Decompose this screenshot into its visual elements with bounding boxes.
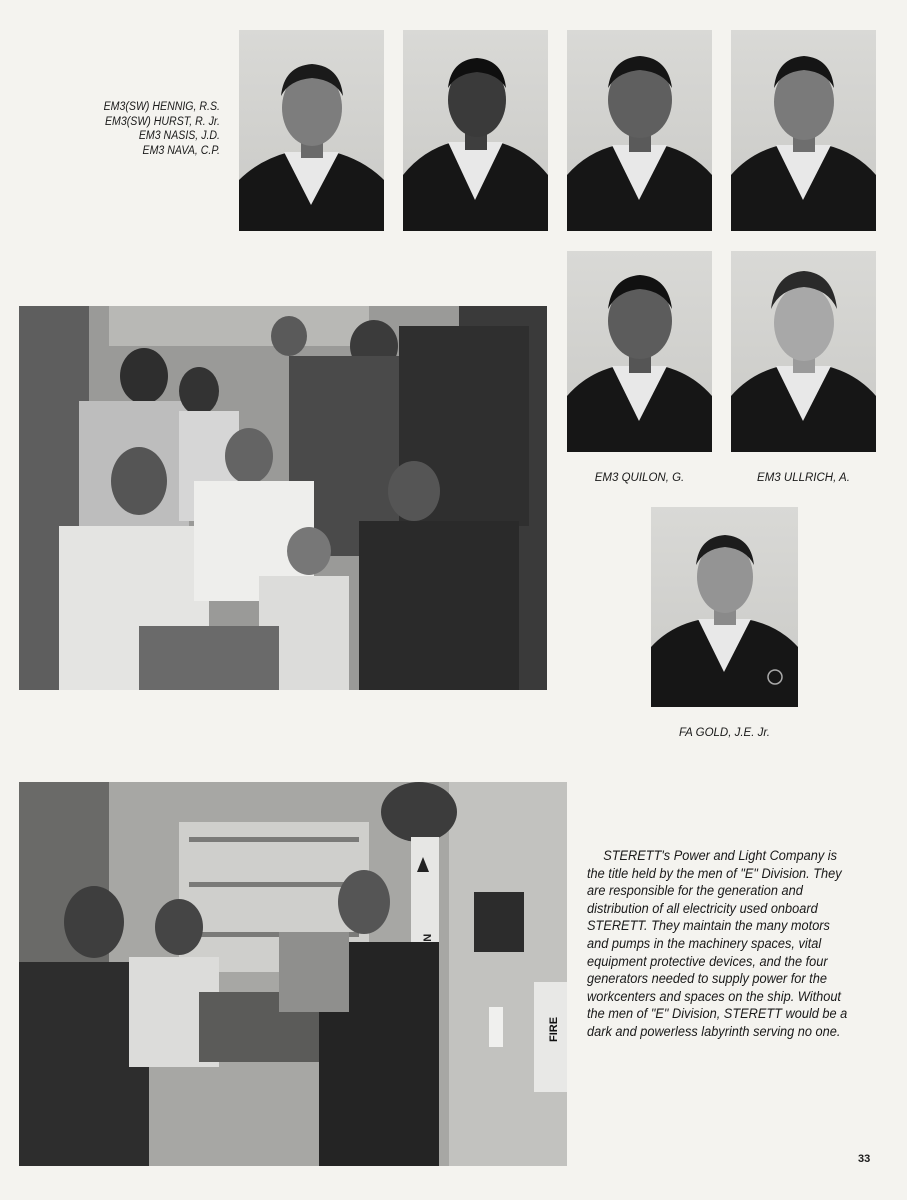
portrait-photo [239, 30, 384, 231]
portrait-photo [731, 251, 876, 452]
portrait-photo [403, 30, 548, 231]
workshop-photo [19, 782, 567, 1166]
portrait-photo [567, 251, 712, 452]
portrait-caption: EM3 ULLRICH, A. [757, 472, 850, 484]
portrait-photo [651, 507, 798, 707]
portrait-photo [731, 30, 876, 231]
group-photo [19, 306, 547, 690]
portrait-photo [567, 30, 712, 231]
name-line: EM3(SW) HENNIG, R.S. [103, 101, 220, 113]
name-line: EM3(SW) HURST, R. Jr. [104, 115, 220, 128]
fire-label: FIRE [548, 1016, 560, 1042]
name-line: EM3 NASIS, J.D. [138, 130, 220, 142]
page-number: 33 [858, 1153, 871, 1165]
name-line: EM3 NAVA, C.P. [142, 144, 220, 157]
division-description: STERETT's Power and Light Company is the title held by the men of "E" Division. They are responsible for the generation and distribution of all electricity used onboard STERETT. They maintain the many motors and pumps in the machinery spaces, vital equipment protective devices, and the four generators needed to supply power for the workcenters and spaces on the ship. Without the men of "E" Division, STERETT would be a dark and powerless labyrinth serving no one. [587, 848, 848, 1040]
names-list [73, 100, 220, 158]
portrait-caption: EM3 QUILON, G. [594, 472, 685, 484]
portrait-caption: FA GOLD, J.E. Jr. [679, 727, 770, 739]
